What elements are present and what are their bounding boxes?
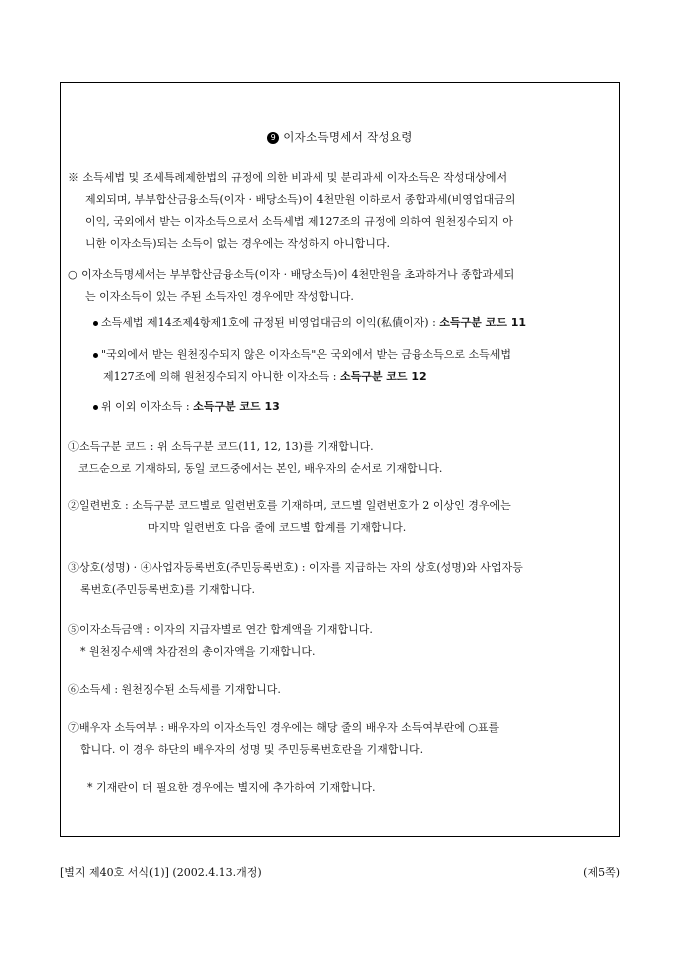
code-12-item (68, 344, 611, 388)
item-income-code (68, 436, 611, 480)
note-line: ※ 소득세법 및 조세특례제한법의 규정에 의한 비과세 및 분리과세 이자소득은 작성대상에서 (68, 171, 508, 184)
item-interest-amount (68, 619, 611, 663)
item-line: * 원천징수세액 차감전의 총이자액을 기재합니다. (80, 645, 316, 658)
scope-paragraph (68, 264, 611, 308)
scope-line: 는 이자소득이 있는 주된 소득자인 경우에만 작성합니다. (85, 290, 354, 303)
item-line: ②일련번호 : 소득구분 코드별로 일련번호를 기재하며, 코드별 일련번호가 2 이상인 경우에는 (68, 499, 511, 512)
note-line: 제외되며, 부부합산금융소득(이자 · 배당소득)이 4천만원 이하로서 종합과세(비영업대금의 (85, 193, 516, 206)
page-title (61, 129, 619, 145)
bullet-icon (93, 353, 98, 358)
instructions-frame (60, 82, 620, 837)
page-title-text: 이자소득명세서 작성요령 (283, 130, 413, 144)
number-badge-icon: 9 (267, 132, 279, 144)
code-13-text: 위 이외 이자소득 : (101, 400, 194, 413)
item-income-tax (68, 679, 611, 701)
code-12-text: "국외에서 받는 원천징수되지 않은 이자소득"은 국외에서 받는 금융소득으로 소득세법 (101, 348, 511, 361)
note-line: 니한 이자소득)되는 소득이 없는 경우에는 작성하지 아니합니다. (85, 237, 391, 250)
code-11-text: 소득세법 제14조제4항제1호에 규정된 비영업대금의 이익(私債이자) : (101, 316, 440, 329)
code-11-item (68, 312, 611, 334)
code-12-label: 소득구분 코드 12 (339, 370, 427, 383)
item-line: 록번호(주민등록번호)를 기재합니다. (80, 583, 255, 596)
item-business-name (68, 557, 611, 601)
footnote: * 기재란이 더 필요한 경우에는 별지에 추가하여 기재합니다. (87, 781, 376, 794)
item-line: ⑦배우자 소득여부 : 배우자의 이자소득인 경우에는 해당 줄의 배우자 소득여부란에 ○표를 (68, 721, 500, 734)
code-11-label: 소득구분 코드 11 (439, 316, 527, 329)
bullet-icon (93, 321, 98, 326)
code-12-text: 제127조에 의해 원천징수되지 아니한 이자소득 : (103, 370, 340, 383)
item-line: ⑤이자소득금액 : 이자의 지급자별로 연간 합계액을 기재합니다. (68, 623, 373, 636)
item-line: ①소득구분 코드 : 위 소득구분 코드(11, 12, 13)를 기재합니다. (68, 440, 374, 453)
form-reference: [별지 제40호 서식(1)] (2002.4.13.개정) (60, 866, 262, 879)
item-serial-number (68, 495, 611, 539)
item-line: 마지막 일련번호 다음 줄에 코드별 합계를 기재합니다. (148, 521, 407, 534)
scope-line: ○ 이자소득명세서는 부부합산금융소득(이자 · 배당소득)이 4천만원을 초과하거나 종합과세되 (68, 268, 515, 281)
page-number: (제5쪽) (583, 866, 620, 879)
item-line: 합니다. 이 경우 하단의 배우자의 성명 및 주민등록번호란을 기재합니다. (80, 743, 424, 756)
code-13-item (68, 396, 611, 418)
item-line: 코드순으로 기재하되, 동일 코드중에서는 본인, 배우자의 순서로 기재합니다. (78, 462, 443, 475)
bullet-icon (93, 405, 98, 410)
item-line: ⑥소득세 : 원천징수된 소득세를 기재합니다. (68, 683, 281, 696)
code-13-label: 소득구분 코드 13 (193, 400, 280, 413)
item-line: ③상호(성명) · ④사업자등록번호(주민등록번호) : 이자를 지급하는 자의 상호(성명)와 사업자등 (68, 561, 523, 574)
note-paragraph (68, 167, 611, 255)
item-spouse-income (68, 717, 611, 761)
note-line: 이익, 국외에서 받는 이자소득으로서 소득세법 제127조의 규정에 의하여 원천징수되지 아 (85, 215, 513, 228)
